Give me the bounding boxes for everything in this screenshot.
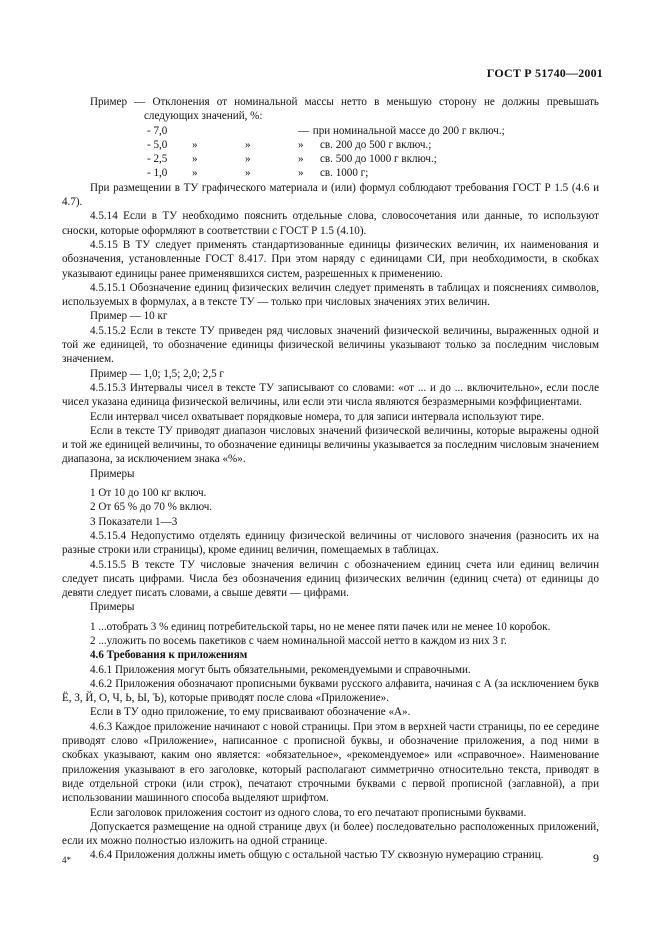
example-item: 2 ...уложить по восемь пакетиков с чаем номинальной массой нетто в каждом из них 3 г. [90,634,507,647]
paragraph: Если интервал чисел охватывает порядковые номера, то для записи интервала используют тире. [90,410,545,423]
clause-4-6-3: 4.6.3 Каждое приложение начинают с новой страницы. При этом в верхней части страницы, по ее середине приводят слово «Приложение», написанное с прописной буквы, и обозначение приложения, а под ними в скобках указывают, каким оно является: «обязательное», «рекомендуемое» или «справочное». Наименование приложения указывают в его заголовке, который располагают симметрично относительно текста, приводят в виде отдельной строки (или строк), печатают строчными буквами с первой прописной (заглавной), а при использовании машинного способа выделяют шрифтом. [62,720,599,805]
paragraph: Если в тексте ТУ приводят диапазон числовых значений физической величины, которые выражены одной и той же единицей величины, то обозначение единицы величины указывается за последним числовым значением диапазона, за исключением знака «%». [62,424,599,466]
example: Пример — 10 кг [90,310,168,323]
clause-4-5-15: 4.5.15 В ТУ следует применять стандартизованные единицы физических величин, их наименования и обозначения, установленные ГОСТ 8.417. При этом наряду с единицами СИ, при необходимости, в скобках указывают единицы ранее применявшихся систем, разрешенных к применению. [62,238,599,280]
clause-4-5-15-4: 4.5.15.4 Недопустимо отделять единицу физической величины от числового значения (разносить их на разные строки или страницы), кроме единиц величин, помещаемых в таблицах. [62,529,599,557]
clause-4-6-1: 4.6.1 Приложения могут быть обязательными, рекомендуемыми и справочными. [90,663,471,676]
standard-designation: ГОСТ Р 51740—2001 [486,66,603,80]
example-item: 1 ...отобрать 3 % единиц потребительской тары, но не менее пяти пачек или не менее 10 коробок. [90,620,551,633]
clause-4-5-15-5: 4.5.15.5 В тексте ТУ числовые значения величин с обозначением единиц счета или единиц величин следует писать цифрами. Числа без обозначения единиц физических величин (единиц счета) от единицы до девяти следует писать словами, а свыше девяти — цифрами. [62,558,599,600]
clause-4-5-15-3: 4.5.15.3 Интервалы чисел в тексте ТУ записывают со словами: «от ... и до ... включительно», если после чисел указана единица физической величины, или если эти числа являются безразмерными коэффициентами. [62,381,599,409]
examples-label: Примеры [90,467,135,480]
tolerance-row: - 5,0 » » » св. 200 до 500 г включ.; [147,138,432,151]
clause-4-6-4: 4.6.4 Приложения должны иметь общую с остальной частью ТУ сквозную нумерацию страниц. [90,849,544,862]
tolerance-row: - 7,0 — при номинальной массе до 200 г включ.; [147,124,505,137]
tolerance-list [147,124,599,181]
example: Пример — 1,0; 1,5; 2,0; 2,5 г [90,367,224,380]
paragraph: Допускается размещение на одной странице двух (и более) последовательно расположенных приложений, если их можно полностью изложить на одной странице. [62,820,599,848]
paragraph: При размещении в ТУ графического материала и (или) формул соблюдают требования ГОСТ Р 1.5 (4.6 и 4.7). [62,181,599,209]
clause-4-5-14: 4.5.14 Если в ТУ необходимо пояснить отдельные слова, словосочетания или данные, то используют сноски, которые оформляют в соответствии с ГОСТ Р 1.5 (4.10). [62,210,599,237]
example-intro: Пример — Отклонения от номинальной массы нетто в меньшую сторону не должны превышать следующих значений, %: [90,96,599,123]
sheet-mark: 4* [62,855,71,865]
tolerance-row: - 1,0 » » » св. 1000 г; [147,167,369,180]
paragraph: Если заголовок приложения состоит из одного слова, то его печатают прописными буквами. [90,806,527,819]
example-item: 1 От 10 до 100 кг включ. [90,487,207,500]
section-heading-4-6: 4.6 Требования к приложениям [90,649,248,662]
page-number: 9 [593,851,599,865]
examples-label: Примеры [90,601,135,614]
clause-4-5-15-1: 4.5.15.1 Обозначение единиц физических величин следует применять в таблицах и пояснениях символов, используемых в формулах, а в тексте ТУ — только при числовых значениях этих величин. [62,281,599,309]
clause-4-6-2: 4.6.2 Приложения обозначают прописными буквами русского алфавита, начиная с А (за исключением букв Ё, З, Й, О, Ч, Ь, Ы, Ъ), которые приводят после слова «Приложение». [62,677,599,705]
clause-4-5-15-2: 4.5.15.2 Если в тексте ТУ приведен ряд числовых значений физической величины, выраженных одной и той же единицей, то обозначение единицы физической величины указывают только за последним числовым значением. [62,324,599,366]
example-item: 2 От 65 % до 70 % включ. [90,501,213,514]
paragraph: Если в ТУ одно приложение, то ему присваивают обозначение «А». [90,706,411,719]
tolerance-row: - 2,5 » » » св. 500 до 1000 г включ.; [147,153,437,166]
body-text [62,95,599,863]
example-item: 3 Показатели 1—3 [90,515,178,528]
